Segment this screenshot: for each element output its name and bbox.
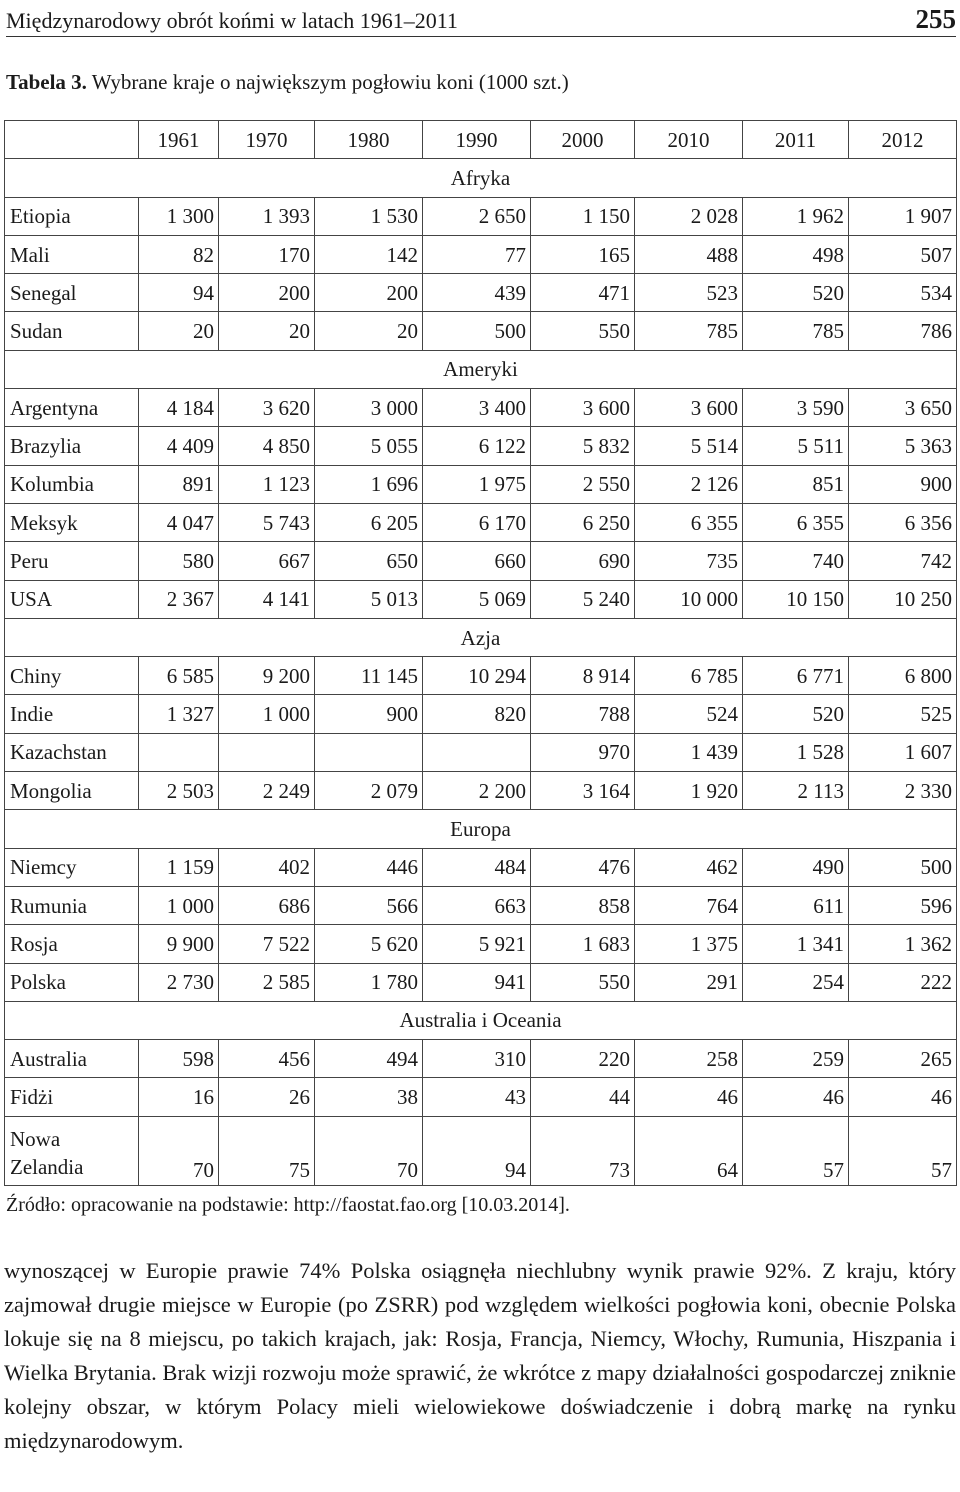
value-cell: 650 — [315, 542, 423, 580]
country-cell: Mongolia — [5, 772, 139, 810]
value-cell: 1 683 — [531, 925, 635, 963]
value-cell: 8 914 — [531, 657, 635, 695]
table-row — [5, 389, 957, 427]
table-row — [5, 1116, 957, 1185]
value-cell: 165 — [531, 235, 635, 273]
value-cell: 941 — [423, 963, 531, 1001]
value-cell: 3 600 — [531, 389, 635, 427]
value-cell: 2 730 — [139, 963, 219, 1001]
value-cell: 5 511 — [743, 427, 849, 465]
value-cell: 1 000 — [219, 695, 315, 733]
table-row — [5, 542, 957, 580]
table-row — [5, 427, 957, 465]
country-cell: Etiopia — [5, 197, 139, 235]
region-row — [5, 159, 957, 197]
value-cell: 73 — [531, 1116, 635, 1185]
value-cell: 2 079 — [315, 772, 423, 810]
table-row — [5, 503, 957, 541]
country-cell: Mali — [5, 235, 139, 273]
value-cell: 851 — [743, 465, 849, 503]
table-row — [5, 465, 957, 503]
value-cell: 6 355 — [635, 503, 743, 541]
value-cell: 44 — [531, 1078, 635, 1116]
header-corner-cell — [5, 121, 139, 159]
value-cell: 2 200 — [423, 772, 531, 810]
region-row — [5, 1001, 957, 1039]
value-cell: 5 921 — [423, 925, 531, 963]
value-cell: 26 — [219, 1078, 315, 1116]
value-cell: 6 800 — [849, 657, 957, 695]
value-cell: 402 — [219, 848, 315, 886]
year-header-cell: 1970 — [219, 121, 315, 159]
value-cell: 900 — [315, 695, 423, 733]
table-row — [5, 274, 957, 312]
value-cell: 439 — [423, 274, 531, 312]
country-cell: Indie — [5, 695, 139, 733]
horse-population-table — [4, 120, 957, 1186]
value-cell: 6 585 — [139, 657, 219, 695]
value-cell: 142 — [315, 235, 423, 273]
value-cell — [315, 733, 423, 771]
value-cell: 524 — [635, 695, 743, 733]
running-header — [6, 4, 956, 37]
value-cell: 4 141 — [219, 580, 315, 618]
region-heading: Azja — [5, 618, 957, 656]
value-cell: 9 900 — [139, 925, 219, 963]
table-header-row — [5, 121, 957, 159]
value-cell: 1 000 — [139, 886, 219, 924]
value-cell: 3 620 — [219, 389, 315, 427]
value-cell: 4 409 — [139, 427, 219, 465]
year-header-cell: 2000 — [531, 121, 635, 159]
value-cell: 858 — [531, 886, 635, 924]
table-row — [5, 695, 957, 733]
value-cell: 5 069 — [423, 580, 531, 618]
value-cell: 462 — [635, 848, 743, 886]
value-cell: 1 607 — [849, 733, 957, 771]
value-cell: 1 159 — [139, 848, 219, 886]
value-cell: 611 — [743, 886, 849, 924]
value-cell: 446 — [315, 848, 423, 886]
value-cell: 10 250 — [849, 580, 957, 618]
region-heading: Australia i Oceania — [5, 1001, 957, 1039]
value-cell: 200 — [219, 274, 315, 312]
value-cell: 1 530 — [315, 197, 423, 235]
value-cell: 5 743 — [219, 503, 315, 541]
value-cell: 46 — [849, 1078, 957, 1116]
value-cell: 20 — [315, 312, 423, 350]
region-row — [5, 810, 957, 848]
country-cell: Argentyna — [5, 389, 139, 427]
value-cell: 2 126 — [635, 465, 743, 503]
value-cell: 57 — [743, 1116, 849, 1185]
value-cell: 265 — [849, 1040, 957, 1078]
value-cell: 494 — [315, 1040, 423, 1078]
value-cell: 566 — [315, 886, 423, 924]
value-cell: 46 — [635, 1078, 743, 1116]
country-cell: Niemcy — [5, 848, 139, 886]
value-cell: 43 — [423, 1078, 531, 1116]
value-cell: 2 550 — [531, 465, 635, 503]
value-cell: 580 — [139, 542, 219, 580]
country-cell: Nowa Zelandia — [5, 1116, 139, 1185]
value-cell: 5 013 — [315, 580, 423, 618]
value-cell: 46 — [743, 1078, 849, 1116]
value-cell: 254 — [743, 963, 849, 1001]
value-cell: 16 — [139, 1078, 219, 1116]
value-cell: 523 — [635, 274, 743, 312]
value-cell: 75 — [219, 1116, 315, 1185]
region-heading: Europa — [5, 810, 957, 848]
value-cell: 686 — [219, 886, 315, 924]
value-cell: 490 — [743, 848, 849, 886]
value-cell: 2 503 — [139, 772, 219, 810]
value-cell: 3 650 — [849, 389, 957, 427]
value-cell: 11 145 — [315, 657, 423, 695]
value-cell — [139, 733, 219, 771]
value-cell: 970 — [531, 733, 635, 771]
value-cell: 488 — [635, 235, 743, 273]
value-cell: 6 785 — [635, 657, 743, 695]
value-cell: 1 696 — [315, 465, 423, 503]
value-cell: 5 363 — [849, 427, 957, 465]
value-cell: 520 — [743, 695, 849, 733]
table-row — [5, 963, 957, 1001]
value-cell: 2 249 — [219, 772, 315, 810]
value-cell: 291 — [635, 963, 743, 1001]
value-cell: 222 — [849, 963, 957, 1001]
value-cell: 6 771 — [743, 657, 849, 695]
table-caption-label: Tabela 3. — [6, 70, 87, 94]
value-cell: 786 — [849, 312, 957, 350]
value-cell: 788 — [531, 695, 635, 733]
value-cell: 484 — [423, 848, 531, 886]
value-cell: 5 620 — [315, 925, 423, 963]
table-row — [5, 1040, 957, 1078]
value-cell: 20 — [139, 312, 219, 350]
value-cell: 520 — [743, 274, 849, 312]
value-cell: 500 — [849, 848, 957, 886]
value-cell: 598 — [139, 1040, 219, 1078]
table-caption-text: Wybrane kraje o największym pogłowiu koni (1000 szt.) — [86, 70, 569, 94]
value-cell: 1 327 — [139, 695, 219, 733]
value-cell: 64 — [635, 1116, 743, 1185]
value-cell: 3 164 — [531, 772, 635, 810]
table-row — [5, 312, 957, 350]
value-cell: 6 355 — [743, 503, 849, 541]
value-cell: 891 — [139, 465, 219, 503]
value-cell: 6 122 — [423, 427, 531, 465]
year-header-cell: 2011 — [743, 121, 849, 159]
value-cell: 3 600 — [635, 389, 743, 427]
value-cell: 1 300 — [139, 197, 219, 235]
region-row — [5, 618, 957, 656]
value-cell: 1 780 — [315, 963, 423, 1001]
year-header-cell: 2010 — [635, 121, 743, 159]
table-row — [5, 925, 957, 963]
body-paragraph: wynoszącej w Europie prawie 74% Polska osiągnęła niechlubny wynik prawie 92%. Z kraju, który zajmował drugie miejsce w Europie (po ZSRR) pod względem wielkości pogłowia koni, obecnie Polska lokuje się na 8 miejscu, po takich krajach, jak: Rosja, Francja, Niemcy, Włochy, Rumunia, Hiszpania i Wielka Brytania. Brak wizji rozwoju może sprawić, że wkrótce z mapy działalności gospodarczej zniknie kolejny obszar, w którym Polacy mieli wielowiekowe doświadczenie i dobrą markę na rynku międzynarodowym. — [4, 1258, 956, 1453]
value-cell: 70 — [315, 1116, 423, 1185]
value-cell: 9 200 — [219, 657, 315, 695]
value-cell: 1 123 — [219, 465, 315, 503]
value-cell: 3 400 — [423, 389, 531, 427]
value-cell: 2 367 — [139, 580, 219, 618]
year-header-cell: 2012 — [849, 121, 957, 159]
value-cell: 1 907 — [849, 197, 957, 235]
year-header-cell: 1961 — [139, 121, 219, 159]
value-cell: 471 — [531, 274, 635, 312]
value-cell: 596 — [849, 886, 957, 924]
table-row — [5, 197, 957, 235]
value-cell: 6 250 — [531, 503, 635, 541]
value-cell: 690 — [531, 542, 635, 580]
value-cell: 1 150 — [531, 197, 635, 235]
value-cell: 785 — [743, 312, 849, 350]
value-cell: 259 — [743, 1040, 849, 1078]
value-cell: 5 832 — [531, 427, 635, 465]
country-cell: Peru — [5, 542, 139, 580]
value-cell: 1 962 — [743, 197, 849, 235]
page-number: 255 — [915, 4, 956, 34]
value-cell: 1 362 — [849, 925, 957, 963]
value-cell: 6 170 — [423, 503, 531, 541]
value-cell: 534 — [849, 274, 957, 312]
table-row — [5, 848, 957, 886]
value-cell: 742 — [849, 542, 957, 580]
value-cell: 310 — [423, 1040, 531, 1078]
value-cell: 735 — [635, 542, 743, 580]
value-cell: 900 — [849, 465, 957, 503]
running-title: Międzynarodowy obrót końmi w latach 1961–2011 — [6, 8, 458, 33]
value-cell: 2 113 — [743, 772, 849, 810]
value-cell — [219, 733, 315, 771]
value-cell: 94 — [139, 274, 219, 312]
value-cell: 456 — [219, 1040, 315, 1078]
value-cell: 20 — [219, 312, 315, 350]
country-cell: Senegal — [5, 274, 139, 312]
value-cell: 5 514 — [635, 427, 743, 465]
country-cell: Meksyk — [5, 503, 139, 541]
value-cell: 507 — [849, 235, 957, 273]
value-cell: 2 028 — [635, 197, 743, 235]
value-cell: 667 — [219, 542, 315, 580]
table-body — [5, 121, 957, 1186]
value-cell: 94 — [423, 1116, 531, 1185]
value-cell: 5 240 — [531, 580, 635, 618]
value-cell: 3 590 — [743, 389, 849, 427]
value-cell: 77 — [423, 235, 531, 273]
country-cell: Rumunia — [5, 886, 139, 924]
value-cell: 4 850 — [219, 427, 315, 465]
table-source-note: Źródło: opracowanie na podstawie: http://faostat.fao.org [10.03.2014]. — [6, 1194, 570, 1216]
value-cell: 550 — [531, 963, 635, 1001]
value-cell: 2 330 — [849, 772, 957, 810]
table-row — [5, 772, 957, 810]
value-cell: 7 522 — [219, 925, 315, 963]
value-cell: 820 — [423, 695, 531, 733]
value-cell: 660 — [423, 542, 531, 580]
value-cell: 1 341 — [743, 925, 849, 963]
value-cell: 476 — [531, 848, 635, 886]
table-row — [5, 657, 957, 695]
country-cell: Sudan — [5, 312, 139, 350]
value-cell: 1 975 — [423, 465, 531, 503]
region-heading: Ameryki — [5, 350, 957, 388]
table-row — [5, 733, 957, 771]
table-caption — [6, 70, 569, 95]
value-cell: 4 047 — [139, 503, 219, 541]
value-cell — [423, 733, 531, 771]
value-cell: 1 528 — [743, 733, 849, 771]
value-cell: 663 — [423, 886, 531, 924]
table-row — [5, 235, 957, 273]
value-cell: 38 — [315, 1078, 423, 1116]
country-cell: Kolumbia — [5, 465, 139, 503]
value-cell: 3 000 — [315, 389, 423, 427]
value-cell: 10 150 — [743, 580, 849, 618]
value-cell: 170 — [219, 235, 315, 273]
year-header-cell: 1980 — [315, 121, 423, 159]
value-cell: 57 — [849, 1116, 957, 1185]
country-cell: Brazylia — [5, 427, 139, 465]
value-cell: 500 — [423, 312, 531, 350]
value-cell: 498 — [743, 235, 849, 273]
value-cell: 2 585 — [219, 963, 315, 1001]
region-heading: Afryka — [5, 159, 957, 197]
table-row — [5, 580, 957, 618]
country-cell: Chiny — [5, 657, 139, 695]
value-cell: 4 184 — [139, 389, 219, 427]
value-cell: 525 — [849, 695, 957, 733]
country-cell: Kazachstan — [5, 733, 139, 771]
value-cell: 200 — [315, 274, 423, 312]
value-cell: 1 439 — [635, 733, 743, 771]
value-cell: 220 — [531, 1040, 635, 1078]
value-cell: 1 375 — [635, 925, 743, 963]
value-cell: 2 650 — [423, 197, 531, 235]
value-cell: 740 — [743, 542, 849, 580]
table-row — [5, 1078, 957, 1116]
value-cell: 550 — [531, 312, 635, 350]
value-cell: 1 393 — [219, 197, 315, 235]
country-cell: Fidżi — [5, 1078, 139, 1116]
region-row — [5, 350, 957, 388]
value-cell: 785 — [635, 312, 743, 350]
year-header-cell: 1990 — [423, 121, 531, 159]
value-cell: 82 — [139, 235, 219, 273]
country-cell: USA — [5, 580, 139, 618]
value-cell: 1 920 — [635, 772, 743, 810]
country-cell: Polska — [5, 963, 139, 1001]
value-cell: 6 356 — [849, 503, 957, 541]
value-cell: 764 — [635, 886, 743, 924]
value-cell: 70 — [139, 1116, 219, 1185]
country-cell: Australia — [5, 1040, 139, 1078]
value-cell: 6 205 — [315, 503, 423, 541]
value-cell: 10 294 — [423, 657, 531, 695]
country-cell: Rosja — [5, 925, 139, 963]
value-cell: 10 000 — [635, 580, 743, 618]
value-cell: 258 — [635, 1040, 743, 1078]
table-row — [5, 886, 957, 924]
value-cell: 5 055 — [315, 427, 423, 465]
